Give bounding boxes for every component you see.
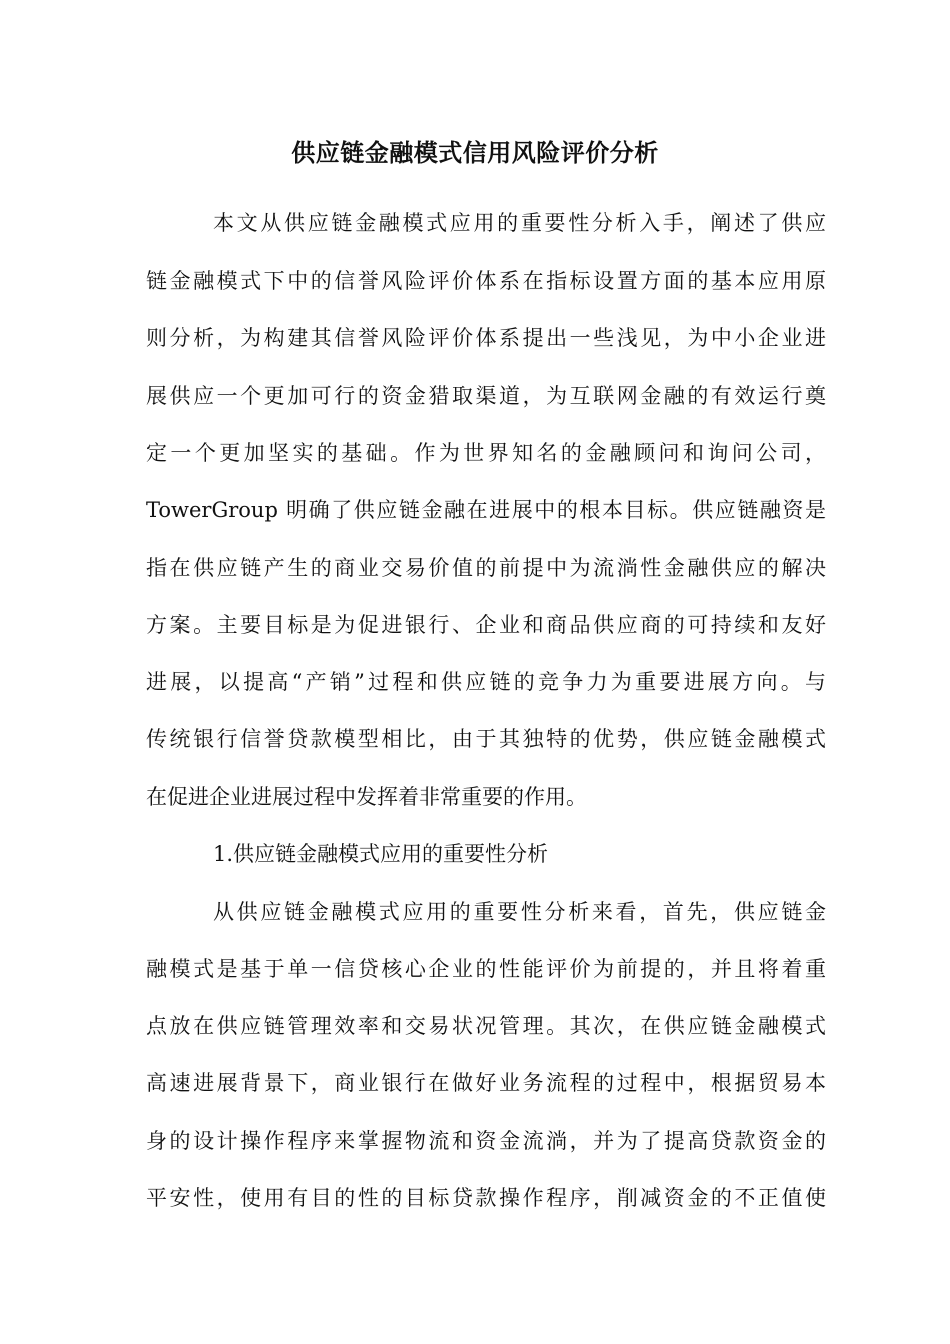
paragraph-line: 传统银行信誉贷款模型相比，由于其独特的优势，供应链金融模式 <box>146 727 826 751</box>
paragraph-line: 指在供应链产生的商业交易价值的前提中为流淌性金融供应的解决 <box>146 556 826 580</box>
paragraph-line: 链金融模式下中的信誉风险评价体系在指标设置方面的基本应用原 <box>146 269 826 293</box>
section-heading: 1.供应链金融模式应用的重要性分析 <box>213 842 549 866</box>
paragraph-line: 身的设计操作程序来掌握物流和资金流淌，并为了提高贷款资金的 <box>146 1129 826 1153</box>
paragraph-line: 在促进企业进展过程中发挥着非常重要的作用。 <box>146 785 587 809</box>
paragraph-line: 本文从供应链金融模式应用的重要性分析入手，阐述了供应 <box>213 211 826 235</box>
document-title: 供应链金融模式信用风险评价分析 <box>291 139 659 167</box>
paragraph-line: 定一个更加坚实的基础。作为世界知名的金融顾问和询问公司， <box>146 441 826 465</box>
paragraph-line: 则分析，为构建其信誉风险评价体系提出一些浅见，为中小企业进 <box>146 326 826 350</box>
paragraph-line: TowerGroup 明确了供应链金融在进展中的根本目标。供应链融资是 <box>146 498 826 522</box>
paragraph-line: 从供应链金融模式应用的重要性分析来看，首先，供应链金 <box>213 900 826 924</box>
paragraph-line: 进展，以提高“产销”过程和供应链的竞争力为重要进展方向。与 <box>146 670 826 694</box>
paragraph-line: 展供应一个更加可行的资金猎取渠道，为互联网金融的有效运行奠 <box>146 384 826 408</box>
paragraph-line: 融模式是基于单一信贷核心企业的性能评价为前提的，并且将着重 <box>146 957 826 981</box>
paragraph-line: 方案。主要目标是为促进银行、企业和商品供应商的可持续和友好 <box>146 613 826 637</box>
paragraph-line: 点放在供应链管理效率和交易状况管理。其次，在供应链金融模式 <box>146 1014 826 1038</box>
paragraph-line: 平安性，使用有目的性的目标贷款操作程序，削减资金的不正值使 <box>146 1186 826 1210</box>
paragraph-line: 高速进展背景下，商业银行在做好业务流程的过程中，根据贸易本 <box>146 1071 826 1095</box>
